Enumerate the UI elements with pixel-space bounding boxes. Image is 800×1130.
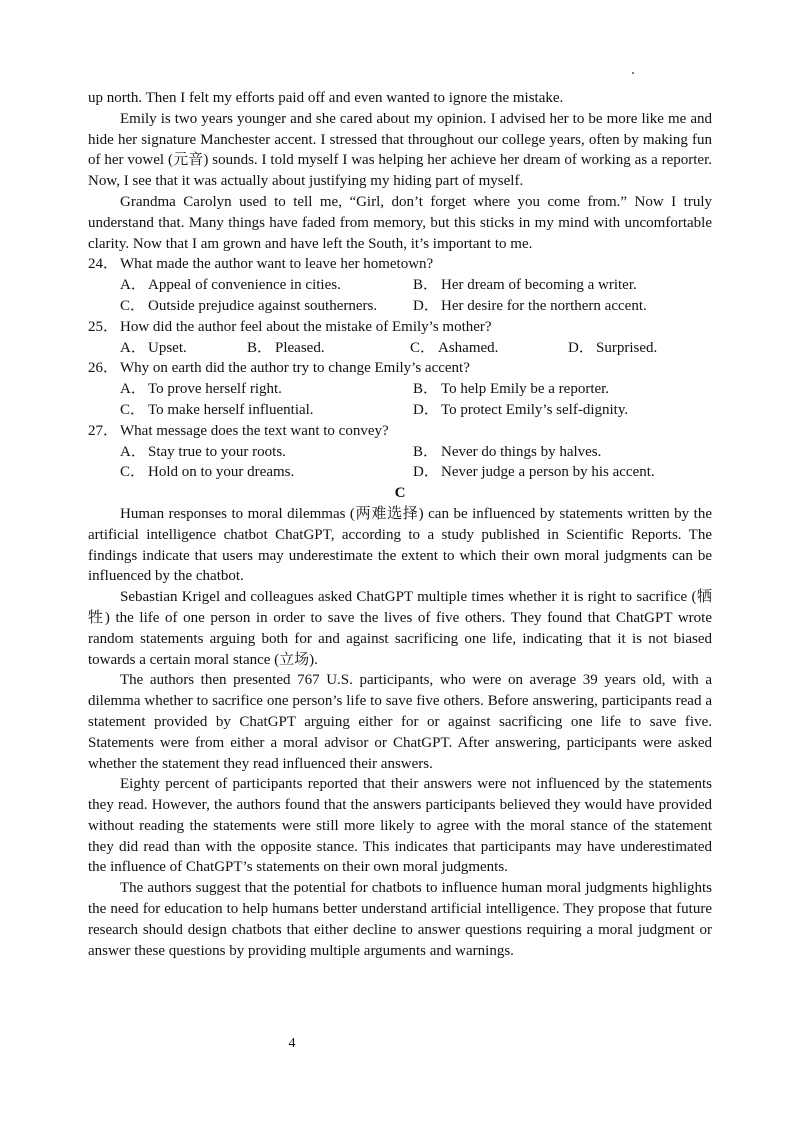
option-text: To make herself influential. — [148, 401, 314, 418]
section-heading: C — [394, 485, 406, 502]
question-number: 24． — [88, 256, 119, 273]
question-27 — [88, 421, 712, 442]
question-number: 27． — [88, 422, 119, 439]
option-text: Ashamed. — [438, 339, 499, 356]
option-c[interactable] — [120, 462, 413, 483]
option-letter: B． — [247, 339, 273, 356]
option-letter: A． — [120, 381, 146, 398]
option-letter: D． — [413, 464, 439, 481]
option-text: To help Emily be a reporter. — [441, 381, 610, 398]
option-d[interactable] — [413, 462, 712, 483]
passage-c-paragraph: The authors suggest that the potential for chatbots to influence human moral judgments highlights the need for education to help humans better understand artificial intelligence. They propose that future research should design chatbots that either decline to answer questions requiring a moral judgment or answer these questions by providing multiple arguments and warnings. — [88, 880, 712, 959]
option-b[interactable] — [413, 379, 712, 400]
option-b[interactable] — [247, 338, 410, 359]
option-c[interactable] — [120, 296, 413, 317]
option-a[interactable] — [120, 275, 413, 296]
option-d[interactable] — [568, 338, 712, 359]
option-a[interactable] — [120, 379, 413, 400]
passage-b-paragraph: Grandma Carolyn used to tell me, “Girl, don’t forget where you come from.” Now I truly understand that. Many things have faded from memory, but this sticks in my mind with uncomfortable clarity. Now that I am grown and have left the South, it’s important to me. — [88, 193, 712, 252]
option-letter: A． — [120, 443, 146, 460]
question-24-options — [88, 275, 712, 317]
option-letter: D． — [413, 401, 439, 418]
question-26-options — [88, 379, 712, 421]
option-a[interactable] — [120, 338, 247, 359]
option-c[interactable] — [120, 400, 413, 421]
option-text: Surprised. — [596, 339, 658, 356]
option-letter: C． — [120, 297, 146, 314]
option-text: Never do things by halves. — [441, 443, 602, 460]
option-letter: B． — [413, 443, 439, 460]
scan-speck — [632, 72, 634, 74]
question-stem: Why on earth did the author try to change Emily’s accent? — [120, 360, 470, 377]
question-number: 25． — [88, 318, 119, 335]
option-letter: C． — [120, 401, 146, 418]
option-letter: C． — [120, 464, 146, 481]
question-stem: What made the author want to leave her hometown? — [120, 256, 434, 273]
option-letter: B． — [413, 381, 439, 398]
option-text: Appeal of convenience in cities. — [148, 277, 341, 294]
option-text: Stay true to your roots. — [148, 443, 286, 460]
option-letter: D． — [568, 339, 594, 356]
passage-c-paragraph: Eighty percent of participants reported that their answers were not influenced by the statements they read. However, the authors found that the answers participants believed they would have provided without reading the statements were still more likely to agree with the moral stance of the statement they did read than with the opposite stance. This indicates that participants may have underestimated the influence of ChatGPT’s statements on their own moral judgments. — [88, 776, 712, 876]
question-stem: How did the author feel about the mistake of Emily’s mother? — [120, 318, 492, 335]
passage-b-paragraph: Emily is two years younger and she cared about my opinion. I advised her to be more like me and hide her signature Manchester accent. I stressed that throughout our college years, often by making fun of her vowel (元音) sounds. I told myself I was helping her achieve her dream of working as a reporter. Now, I see that it was actually about justifying my hiding part of myself. — [88, 110, 712, 190]
page-number: 4 — [288, 1036, 296, 1051]
option-text: To prove herself right. — [148, 381, 282, 398]
option-letter: C． — [410, 339, 436, 356]
option-text: Pleased. — [275, 339, 325, 356]
passage-c-paragraph: Human responses to moral dilemmas (两难选择) can be influenced by statements written by the artificial intelligence chatbot ChatGPT, according to a study published in Scientific Reports. The findings indicate that users may underestimate the extent to which their own moral judgments can be influenced by the chatbot. — [88, 505, 712, 585]
option-text: Her dream of becoming a writer. — [441, 277, 637, 294]
question-25-options — [88, 338, 712, 359]
question-stem: What message does the text want to convey? — [120, 422, 389, 439]
option-b[interactable] — [413, 275, 712, 296]
option-text: Upset. — [148, 339, 187, 356]
option-letter: A． — [120, 339, 146, 356]
passage-c-paragraph: Sebastian Krigel and colleagues asked ChatGPT multiple times whether it is right to sacrifice (牺牲) the life of one person in order to save the lives of five others. They found that ChatGPT wrote random statements arguing both for and against sacrificing one life, indicating that it is not biased towards a certain moral stance (立场). — [88, 589, 712, 668]
option-text: Hold on to your dreams. — [148, 464, 295, 481]
question-26 — [88, 358, 712, 379]
option-text: Her desire for the northern accent. — [441, 297, 647, 314]
question-24 — [88, 254, 712, 275]
option-letter: B． — [413, 277, 439, 294]
question-27-options — [88, 442, 712, 484]
passage-b-paragraph: up north. Then I felt my efforts paid off and even wanted to ignore the mistake. — [88, 90, 564, 106]
option-text: To protect Emily’s self-dignity. — [441, 401, 629, 418]
passage-c-paragraph: The authors then presented 767 U.S. participants, who were on average 39 years old, with a dilemma whether to sacrifice one person’s life to save five others. Before answering, participants read a statement provided by ChatGPT arguing either for or against sacrificing one life to save five. Statements were from either a moral advisor or ChatGPT. After answering, participants were asked whether the statement they read influenced their answers. — [88, 672, 712, 772]
option-letter: D． — [413, 297, 439, 314]
question-25 — [88, 317, 712, 338]
option-d[interactable] — [413, 296, 712, 317]
option-a[interactable] — [120, 442, 413, 463]
option-d[interactable] — [413, 400, 712, 421]
question-number: 26． — [88, 360, 119, 377]
option-text: Never judge a person by his accent. — [441, 464, 655, 481]
option-letter: A． — [120, 277, 146, 294]
option-b[interactable] — [413, 442, 712, 463]
exam-page — [88, 88, 712, 961]
option-c[interactable] — [410, 338, 568, 359]
option-text: Outside prejudice against southerners. — [148, 297, 378, 314]
